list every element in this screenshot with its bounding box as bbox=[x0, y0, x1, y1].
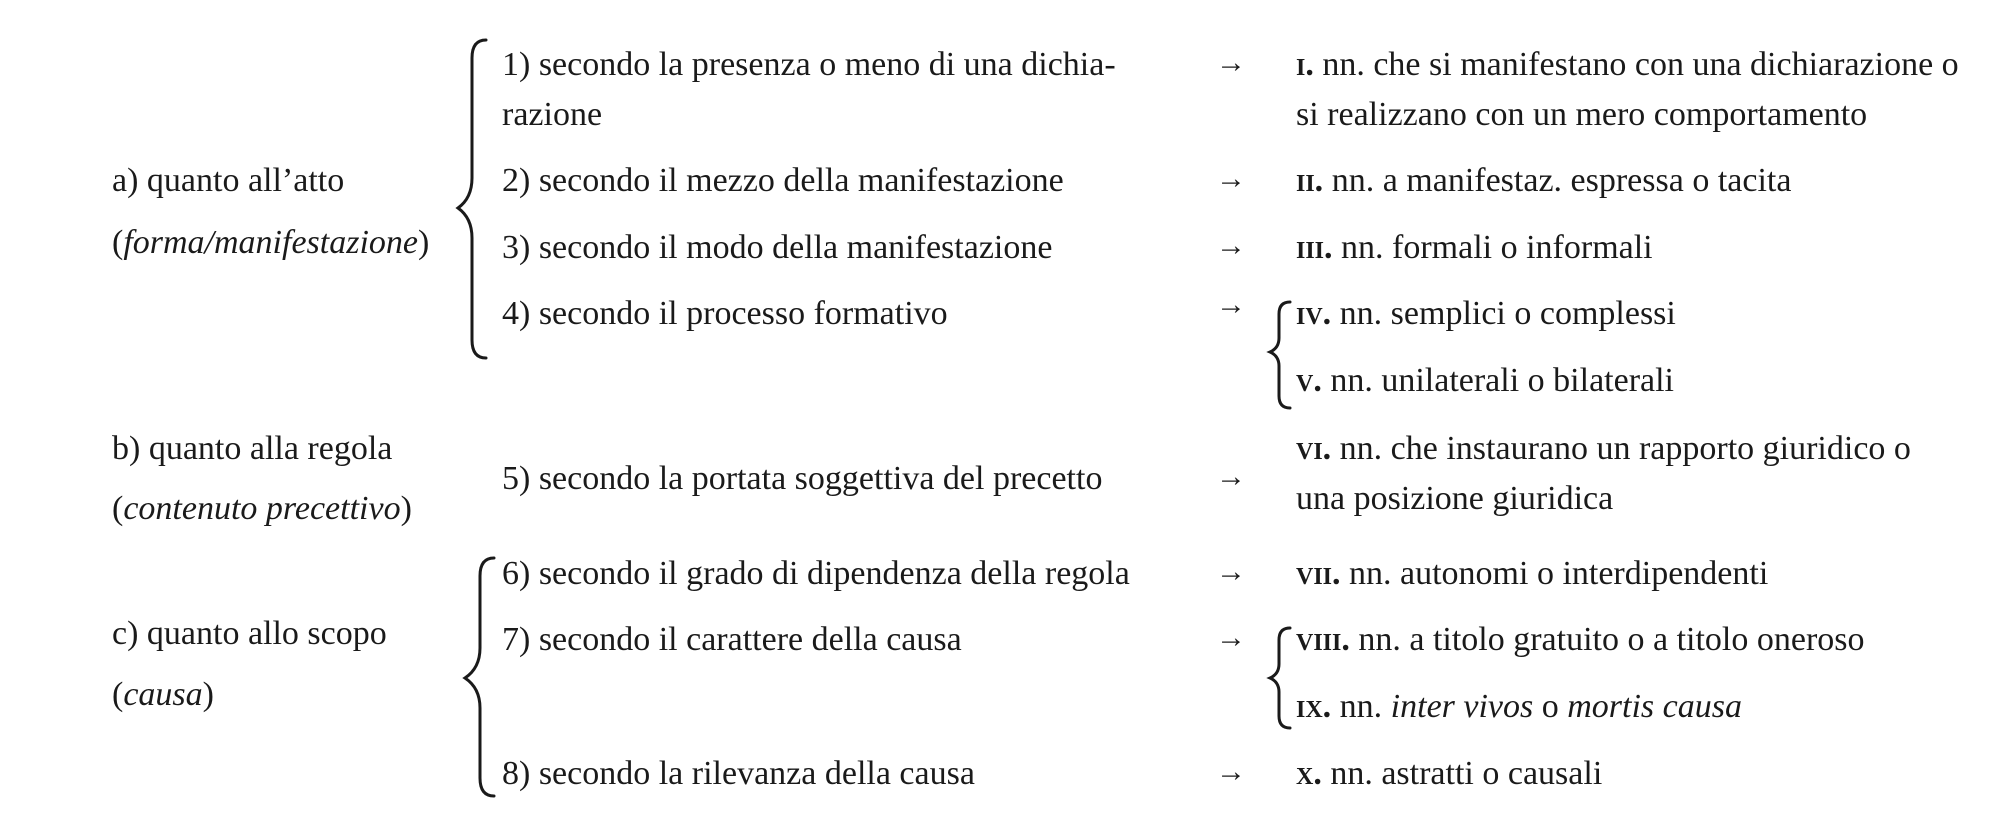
brace-group-c bbox=[465, 558, 494, 796]
result-viii: viii. nn. a titolo gratuito o a titolo oneroso bbox=[1296, 621, 1865, 658]
criterion-1-line2: razione bbox=[502, 96, 603, 133]
arrow-3: → bbox=[1216, 229, 1246, 262]
group-c-title: c) quanto allo scopo bbox=[112, 615, 387, 652]
criterion-1-line1: 1) secondo la presenza o meno di una dichia- bbox=[502, 46, 1116, 83]
brace-iv-v bbox=[1270, 302, 1290, 408]
arrow-6: → bbox=[1216, 555, 1246, 588]
result-ii: ii. nn. a manifestaz. espressa o tacita bbox=[1296, 162, 1792, 199]
group-b-subtitle: (contenuto precettivo) bbox=[112, 490, 412, 527]
arrow-4: → bbox=[1216, 288, 1246, 321]
group-a-subtitle: (forma/manifestazione) bbox=[112, 224, 430, 261]
result-i-line1: i. nn. che si manifestano con una dichiarazione o bbox=[1296, 46, 1959, 83]
group-b-title: b) quanto alla regola bbox=[112, 430, 393, 467]
arrow-1: → bbox=[1216, 46, 1246, 79]
result-iv: iv. nn. semplici o complessi bbox=[1296, 295, 1676, 332]
brace-viii-ix bbox=[1270, 628, 1290, 728]
result-x: x. nn. astratti o causali bbox=[1296, 755, 1603, 792]
criterion-2: 2) secondo il mezzo della manifestazione bbox=[502, 162, 1064, 199]
arrow-2: → bbox=[1216, 162, 1246, 195]
arrow-8: → bbox=[1216, 755, 1246, 788]
criterion-3: 3) secondo il modo della manifestazione bbox=[502, 229, 1053, 266]
result-vi-line1: vi. nn. che instaurano un rapporto giuridico o bbox=[1296, 430, 1911, 467]
criterion-8: 8) secondo la rilevanza della causa bbox=[502, 755, 975, 792]
criterion-6: 6) secondo il grado di dipendenza della regola bbox=[502, 555, 1130, 592]
result-vi-line2: una posizione giuridica bbox=[1296, 480, 1614, 517]
criterion-4: 4) secondo il processo formativo bbox=[502, 295, 948, 332]
group-a-title: a) quanto all’atto bbox=[112, 162, 345, 199]
criterion-5: 5) secondo la portata soggettiva del precetto bbox=[502, 460, 1103, 497]
brace-group-a bbox=[458, 40, 486, 358]
result-vii: vii. nn. autonomi o interdipendenti bbox=[1296, 555, 1769, 592]
group-c-subtitle: (causa) bbox=[112, 676, 214, 713]
result-i-line2: si realizzano con un mero comportamento bbox=[1296, 96, 1868, 133]
result-v: v. nn. unilaterali o bilaterali bbox=[1296, 362, 1674, 399]
criterion-7: 7) secondo il carattere della causa bbox=[502, 621, 962, 658]
arrow-7: → bbox=[1216, 621, 1246, 654]
result-ix: ix. nn. inter vivos o mortis causa bbox=[1296, 688, 1742, 725]
result-iii: iii. nn. formali o informali bbox=[1296, 229, 1653, 266]
arrow-5: → bbox=[1216, 460, 1246, 493]
